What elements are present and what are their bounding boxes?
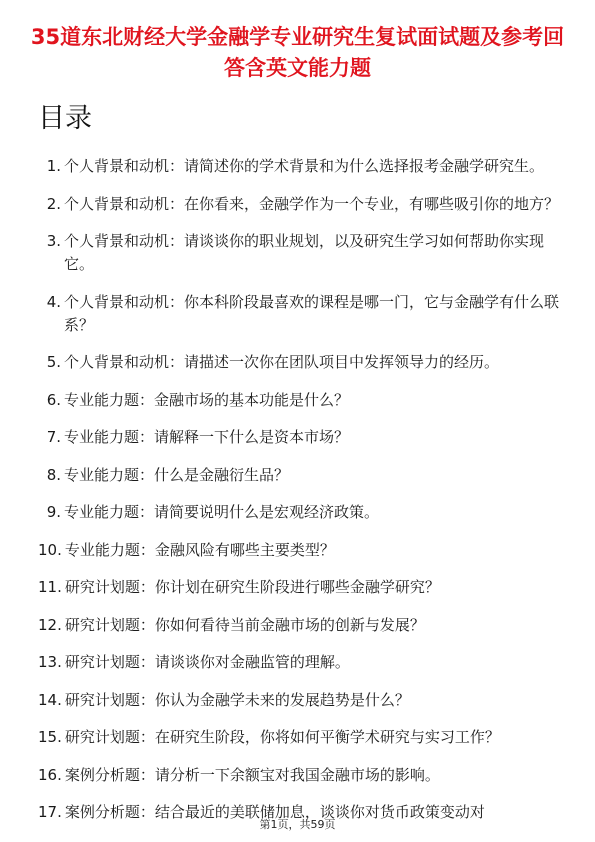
toc-item-text: 专业能力题：金融市场的基本功能是什么？ <box>64 390 350 409</box>
toc-item-number: 5. <box>46 353 61 371</box>
toc-item-text: 个人背景和动机：你本科阶段最喜欢的课程是哪一门，它与金融学有什么联系？ <box>64 292 560 334</box>
toc-item[interactable] <box>38 464 568 487</box>
page-footer: 第1页，共59页 <box>259 818 336 831</box>
toc-item-number: 3. <box>46 232 61 250</box>
toc-item-number: 6. <box>46 390 61 409</box>
toc-item-text: 研究计划题：在研究生阶段，你将如何平衡学术研究与实习工作？ <box>64 728 500 746</box>
toc-item[interactable] <box>38 651 568 674</box>
toc-item-text: 研究计划题：你如何看待当前金融市场的创新与发展？ <box>64 615 425 634</box>
toc-item[interactable] <box>38 764 568 787</box>
toc-item[interactable] <box>38 230 568 276</box>
toc-item[interactable] <box>38 389 568 412</box>
toc-item-number: 15. <box>38 728 62 746</box>
toc-item-text: 研究计划题：你计划在研究生阶段进行哪些金融学研究？ <box>64 578 440 596</box>
toc-item-text: 案例分析题：结合最近的美联储加息，谈谈你对货币政策变动对 <box>64 803 485 821</box>
toc-item-number: 8. <box>46 465 61 484</box>
toc-list <box>38 155 568 839</box>
toc-item-text: 个人背景和动机：请简述你的学术背景和为什么选择报考金融学研究生。 <box>64 157 545 175</box>
toc-item[interactable] <box>38 351 568 374</box>
toc-item[interactable] <box>38 501 568 524</box>
toc-item-number: 7. <box>46 428 61 446</box>
toc-item-number: 16. <box>38 765 62 784</box>
toc-item-number: 10. <box>38 540 62 559</box>
toc-item[interactable] <box>38 576 568 599</box>
toc-item[interactable] <box>38 539 568 562</box>
toc-item-number: 1. <box>46 157 61 175</box>
toc-item-number: 14. <box>38 690 62 709</box>
toc-item-text: 个人背景和动机：请描述一次你在团队项目中发挥领导力的经历。 <box>64 353 500 371</box>
toc-item[interactable] <box>38 726 568 749</box>
toc-item-number: 4. <box>46 292 61 311</box>
toc-item-text: 专业能力题：什么是金融衍生品？ <box>64 465 290 484</box>
toc-item-number: 12. <box>38 615 62 634</box>
toc-item-text: 个人背景和动机：在你看来，金融学作为一个专业，有哪些吸引你的地方？ <box>64 194 560 213</box>
toc-item-text: 专业能力题：请解释一下什么是资本市场？ <box>64 428 350 446</box>
toc-item[interactable] <box>38 426 568 449</box>
document-title: 35道东北财经大学金融学专业研究生复试面试题及参考回答含英文能力题 <box>30 25 565 80</box>
toc-item[interactable] <box>38 614 568 637</box>
toc-item-number: 11. <box>38 578 62 596</box>
toc-item-text: 专业能力题：金融风险有哪些主要类型？ <box>64 540 335 559</box>
toc-item[interactable] <box>38 155 568 178</box>
toc-item-number: 13. <box>38 653 62 671</box>
toc-item-number: 2. <box>46 194 61 213</box>
toc-item-number: 9. <box>46 503 61 521</box>
toc-item-text: 个人背景和动机：请谈谈你的职业规划，以及研究生学习如何帮助你实现它。 <box>64 232 545 273</box>
toc-item[interactable] <box>38 291 568 337</box>
toc-item-text: 研究计划题：你认为金融学未来的发展趋势是什么？ <box>64 690 410 709</box>
toc-item[interactable] <box>38 689 568 712</box>
toc-item[interactable] <box>38 193 568 216</box>
toc-heading: 目录 <box>38 103 92 134</box>
toc-item-text: 研究计划题：请谈谈你对金融监管的理解。 <box>64 653 350 671</box>
toc-item-number: 17. <box>38 803 62 821</box>
toc-item-text: 案例分析题：请分析一下余额宝对我国金融市场的影响。 <box>64 765 440 784</box>
toc-item-text: 专业能力题：请简要说明什么是宏观经济政策。 <box>64 503 380 521</box>
